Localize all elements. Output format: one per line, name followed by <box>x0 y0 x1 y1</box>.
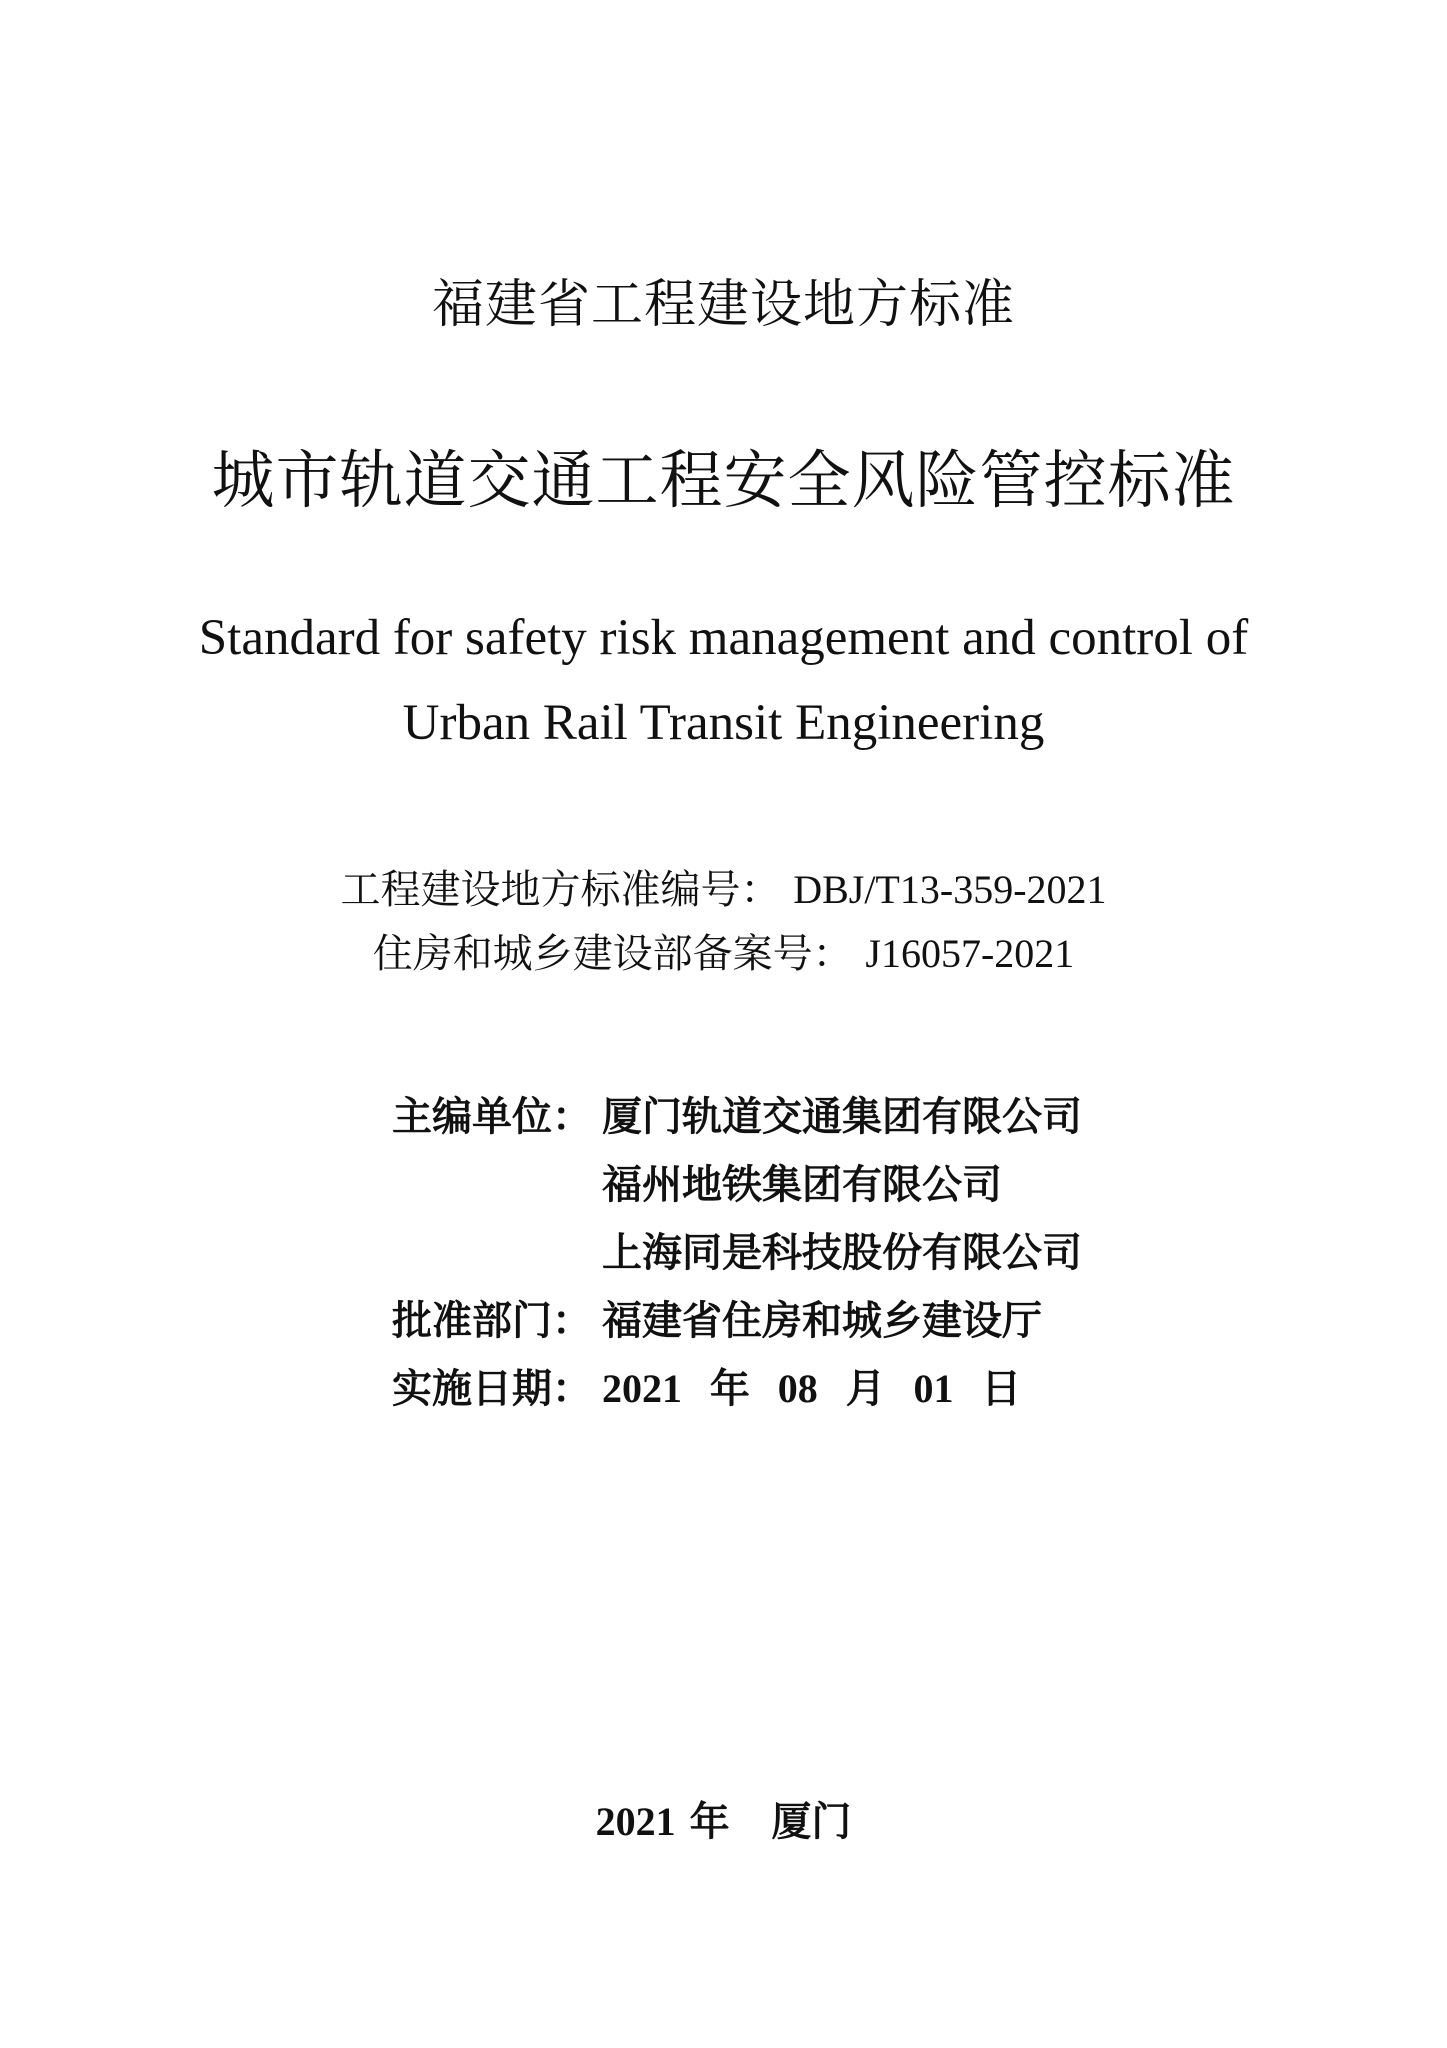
standard-codes <box>0 858 1447 986</box>
standard-number-row <box>0 858 1447 922</box>
chief-editor-row <box>392 1151 1082 1219</box>
chief-editors-label: 主编单位： <box>392 1094 592 1140</box>
standard-number: DBJ/T13-359-2021 <box>793 867 1107 912</box>
record-number-label: 住房和城乡建设部备案号： <box>372 931 853 977</box>
record-number: J16057-2021 <box>865 931 1075 976</box>
chinese-title: 城市轨道交通工程安全风险管控标准 <box>211 444 1236 517</box>
footer-year: 2021 <box>595 1799 676 1844</box>
effective-month: 08 <box>777 1366 818 1411</box>
chief-editor-row <box>392 1219 1082 1287</box>
month-char: 月 <box>845 1366 886 1412</box>
english-title-line-1: Standard for safety risk management and control of <box>198 610 1249 666</box>
record-number-row <box>0 922 1447 986</box>
standard-number-label: 工程建设地方标准编号： <box>340 867 781 913</box>
year-char: 年 <box>709 1366 750 1412</box>
publication-info <box>392 1083 1082 1423</box>
approval-label: 批准部门： <box>392 1298 592 1344</box>
approval-department: 福建省住房和城乡建设厅 <box>602 1298 1042 1344</box>
chief-editor-3: 上海同是科技股份有限公司 <box>602 1230 1082 1276</box>
footer-year-char: 年 <box>689 1799 730 1845</box>
effective-date-label: 实施日期： <box>392 1366 592 1412</box>
english-title <box>0 596 1447 766</box>
chief-editor-2: 福州地铁集团有限公司 <box>602 1162 1002 1208</box>
effective-day: 01 <box>913 1366 954 1411</box>
day-char: 日 <box>981 1366 1022 1412</box>
chief-editor-1: 厦门轨道交通集团有限公司 <box>602 1094 1082 1140</box>
english-title-line-2: Urban Rail Transit Engineering <box>402 695 1045 751</box>
chief-editor-row <box>392 1083 1082 1151</box>
series-title: 福建省工程建设地方标准 <box>431 275 1015 335</box>
effective-year: 2021 <box>602 1366 682 1411</box>
footer-city: 厦门 <box>771 1799 852 1845</box>
approval-row <box>392 1287 1082 1355</box>
effective-date-row <box>392 1355 1082 1423</box>
footer-imprint <box>0 1790 1447 1847</box>
